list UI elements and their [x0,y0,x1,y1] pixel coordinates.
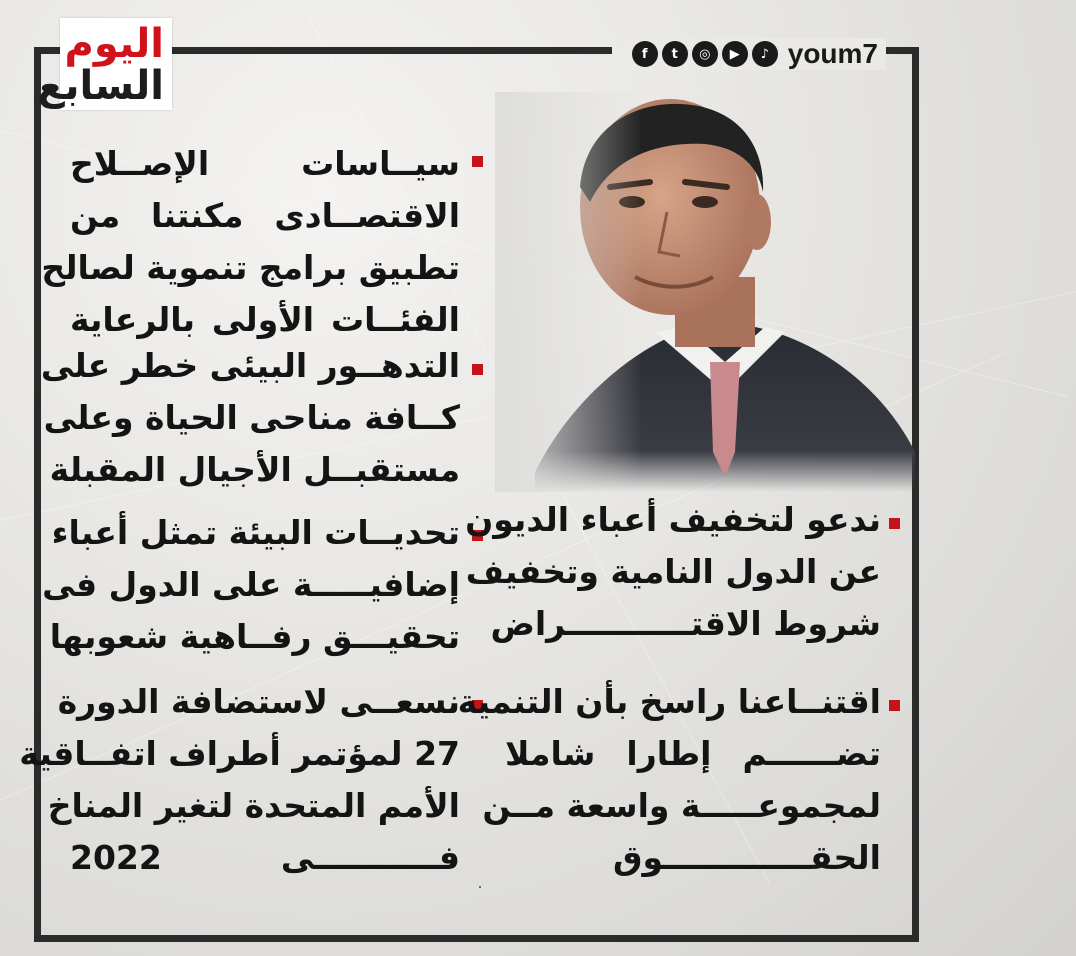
stray-dot [479,886,481,888]
statement-line: التدهــور البيئى خطر على [40,346,460,385]
bullet-marker [889,518,900,529]
statement-line: تحديــات البيئة تمثل أعباء [51,513,460,552]
statement-line: ندعو لتخفيف أعباء الديون [465,500,881,539]
social-bar [624,38,886,70]
statement-line: اقتنــاعنا راسخ بأن التنمية [457,682,881,721]
statement-line: سيــاسات الإصــلاح [70,144,460,183]
statement-line: تضــــــم إطارا شاملا [505,734,881,773]
logo-text-bottom: السابع [37,63,164,109]
facebook-icon[interactable]: f [632,41,658,67]
statement-line: عن الدول النامية وتخفيف [465,552,881,591]
frame-left-edge [34,47,41,942]
frame-bottom-edge [34,935,919,942]
statement-cop27 [19,676,460,884]
statement-line: فـــــــــــى 2022 [70,838,460,877]
portrait-photo [495,92,915,492]
tiktok-icon[interactable]: ♪ [752,41,778,67]
statement-line: الفئــات الأولى بالرعاية [70,300,460,339]
statement-line: شروط الاقتـــــــــــراض [490,604,881,643]
instagram-icon[interactable]: ◎ [692,41,718,67]
bullet-marker [472,156,483,167]
bullet-marker [472,364,483,375]
statement-line: إضافيـــــة على الدول فى [42,565,460,604]
statement-line: الأمم المتحدة لتغير المناخ [47,786,460,825]
statement-line: تطبيق برامج تنموية لصالح [41,248,460,287]
statement-line: مستقبــل الأجيال المقبلة [49,450,460,489]
logo-text-top: اليوم [64,21,164,67]
statement-reform [41,138,460,346]
statement-burdens [42,507,460,663]
youtube-icon[interactable]: ▶ [722,41,748,67]
statement-line: لمجموعـــــة واسعة مــن [482,786,881,825]
bullet-marker [889,700,900,711]
statement-line: نسعــى لاستضافة الدورة [57,682,460,721]
statement-line: 27 لمؤتمر أطراف اتفــاقية [19,734,460,773]
brand-handle[interactable]: youm7 [787,38,878,69]
statement-environment [40,340,460,496]
logo [37,18,172,110]
statement-line: الحقـــــــــــــوق [612,838,881,877]
statement-development-rights [457,676,881,884]
statement-line: تحقيـــق رفــاهية شعوبها [49,617,460,656]
statement-line: الاقتصــادى مكنتنا من [70,196,460,235]
twitter-icon[interactable]: t [662,41,688,67]
frame-top-middle-segment [172,47,612,54]
statement-line: كــافة مناحى الحياة وعلى [43,398,460,437]
statement-debt-relief [465,494,881,650]
